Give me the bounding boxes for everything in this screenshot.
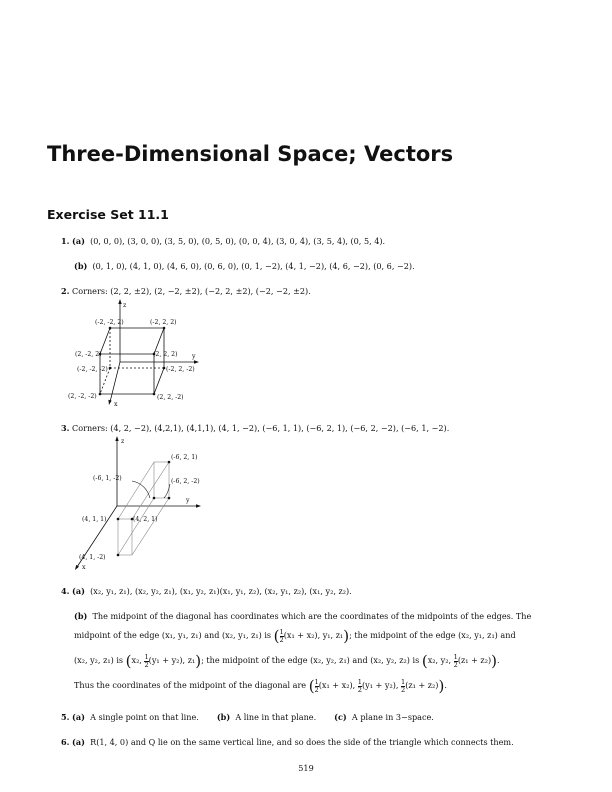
point-label: (2, 2, 2) [153, 351, 178, 358]
exercise-text: midpoint of the edge (x₁, y₁, z₁) and (x₂, y₁, z₁) is [74, 630, 272, 640]
part-label: (a) [72, 737, 85, 747]
axis-label-z: z [121, 438, 125, 445]
section-title: Exercise Set 11.1 [47, 207, 169, 222]
part-label: (a) [72, 586, 85, 596]
point-label: (-6, 2, -2) [171, 478, 200, 485]
exercise-2 [61, 286, 311, 297]
fraction: $\frac{1}{2}$ [401, 677, 406, 694]
exercise-text: x₂, [131, 655, 142, 665]
exercise-text: A single point on that line. [90, 712, 199, 722]
exercise-text: (y₁ + y₂), z₁ [148, 655, 196, 665]
exercise-3 [61, 423, 449, 434]
part-label: (a) [72, 236, 85, 246]
exercise-text: The midpoint of the diagonal has coordinates which are the coordinates of the midpoints of the edges. The [92, 611, 532, 621]
box-figure [60, 434, 220, 574]
exercise-text: (x₂, y₁, z₁), (x₂, y₂, z₁), (x₁, y₂, z₁)(x₁, y₁, z₂), (x₂, y₁, z₂), (x₁, y₂, z₂). [90, 586, 352, 596]
chapter-title: Three-Dimensional Space; Vectors [47, 142, 454, 166]
exercise-number: 1. [61, 236, 70, 246]
axis-label-z: z [123, 302, 127, 309]
point-label: (-6, 2, 1) [171, 454, 198, 461]
point-label: (-6, 1, -2) [93, 475, 122, 482]
part-label: (b) [216, 712, 231, 722]
point-label: (4, 2, 1) [133, 516, 158, 523]
exercise-text: Thus the coordinates of the midpoint of the diagonal are [74, 680, 307, 690]
point-label: (4, 1, 1) [82, 516, 107, 523]
exercise-text: x₂, y₂, [427, 655, 452, 665]
fraction: $\frac{1}{2}$ [357, 677, 362, 694]
fraction: $\frac{1}{2}$ [314, 677, 319, 694]
part-label: (a) [72, 712, 85, 722]
exercise-text: (x₁ + x₂), y₁, z₁ [283, 630, 344, 640]
exercise-text: A line in that plane. [235, 712, 317, 722]
exercise-text: (y₁ + y₂), [361, 680, 399, 690]
exercise-text: Corners: (4, 2, −2), (4,2,1), (4,1,1), (4, 1, −2), (−6, 1, 1), (−6, 2, 1), (−6, 2, −2), (−6, 1, −2). [72, 423, 450, 433]
exercise-text: A plane in 3−space. [351, 712, 434, 722]
exercise-4b-line2: midpoint of the edge (x₁, y₁, z₁) and (x₂, y₁, z₁) is ( $\frac{1}{2}$ (x₁ + x₂), y₁, z₁); the midpoint of the edge (x₂, y₁, z₁) and [74, 627, 516, 645]
exercise-4b-line3: (x₂, y₂, z₁) is (x₂, $\frac{1}{2}$ (y₁ + y₂), z₁); the midpoint of the edge (x₂, y₂, z₁) and (x₂, y₂, z₂) is (x₂, y₂, $\frac{1}{2}$ (z₁ + z₂)). [74, 652, 500, 670]
exercise-1b [74, 261, 415, 272]
exercise-text: R(1, 4, 0) and Q lie on the same vertical line, and so does the side of the triangle which connects them. [90, 737, 514, 747]
exercise-number: 2. [61, 286, 70, 296]
point-label: (-2, 2, 2) [150, 319, 177, 326]
point-label: (4, 1, -2) [79, 554, 106, 561]
exercise-text: ; the midpoint of the edge (x₂, y₁, z₁) and [349, 630, 516, 640]
part-label: (b) [74, 261, 88, 271]
point-label: (2, -2, -2) [68, 393, 97, 400]
exercise-6 [61, 737, 514, 748]
exercise-number: 5. [61, 712, 70, 722]
part-label: (c) [334, 712, 347, 722]
exercise-number: 4. [61, 586, 70, 596]
exercise-number: 3. [61, 423, 70, 433]
point-label: (-2, -2, 2) [95, 319, 124, 326]
exercise-text: (0, 0, 0), (3, 0, 0), (3, 5, 0), (0, 5, 0), (0, 0, 4), (3, 0, 4), (3, 5, 4), (0, 5, 4). [90, 236, 386, 246]
exercise-1a [61, 236, 385, 247]
exercise-text: ; the midpoint of the edge (x₂, y₂, z₁) and (x₂, y₂, z₂) is [201, 655, 420, 665]
axis-label-x: x [114, 401, 118, 408]
point-label: (-2, 2, -2) [166, 366, 195, 373]
exercise-text: (x₁ + x₂), [318, 680, 356, 690]
axis-label-x: x [82, 564, 86, 571]
exercise-text: (0, 1, 0), (4, 1, 0), (4, 6, 0), (0, 6, 0), (0, 1, −2), (4, 1, −2), (4, 6, −2), (0, 6, −2). [92, 261, 415, 271]
cube-figure [60, 298, 210, 410]
fraction: $\frac{1}{2}$ [144, 652, 149, 669]
exercise-text: Corners: (2, 2, ±2), (2, −2, ±2), (−2, 2, ±2), (−2, −2, ±2). [72, 286, 311, 296]
exercise-5 [61, 712, 434, 723]
exercise-4a [61, 586, 352, 597]
exercise-text: (z₁ + z₂) [457, 655, 492, 665]
page-number: 519 [298, 763, 314, 773]
axis-label-y: y [192, 353, 196, 360]
point-label: (2, -2, 2) [75, 351, 102, 358]
exercise-number: 6. [61, 737, 70, 747]
part-label: (b) [74, 611, 88, 621]
point-label: (2, 2, -2) [157, 394, 184, 401]
fraction: $\frac{1}{2}$ [453, 652, 458, 669]
exercise-text: (z₁ + z₂) [405, 680, 439, 690]
exercise-4b-line4: Thus the coordinates of the midpoint of the diagonal are ( $\frac{1}{2}$ (x₁ + x₂), $\frac{1}{2}$ (y₁ + y₂), $\frac{1}{2}$ (z₁ + z₂)). [74, 677, 447, 695]
fraction: $\frac{1}{2}$ [279, 627, 284, 644]
axis-label-y: y [186, 497, 190, 504]
exercise-text: (x₂, y₂, z₁) is [74, 655, 124, 665]
exercise-4b-line1 [74, 611, 531, 622]
point-label: (-2, -2, -2) [77, 366, 108, 373]
